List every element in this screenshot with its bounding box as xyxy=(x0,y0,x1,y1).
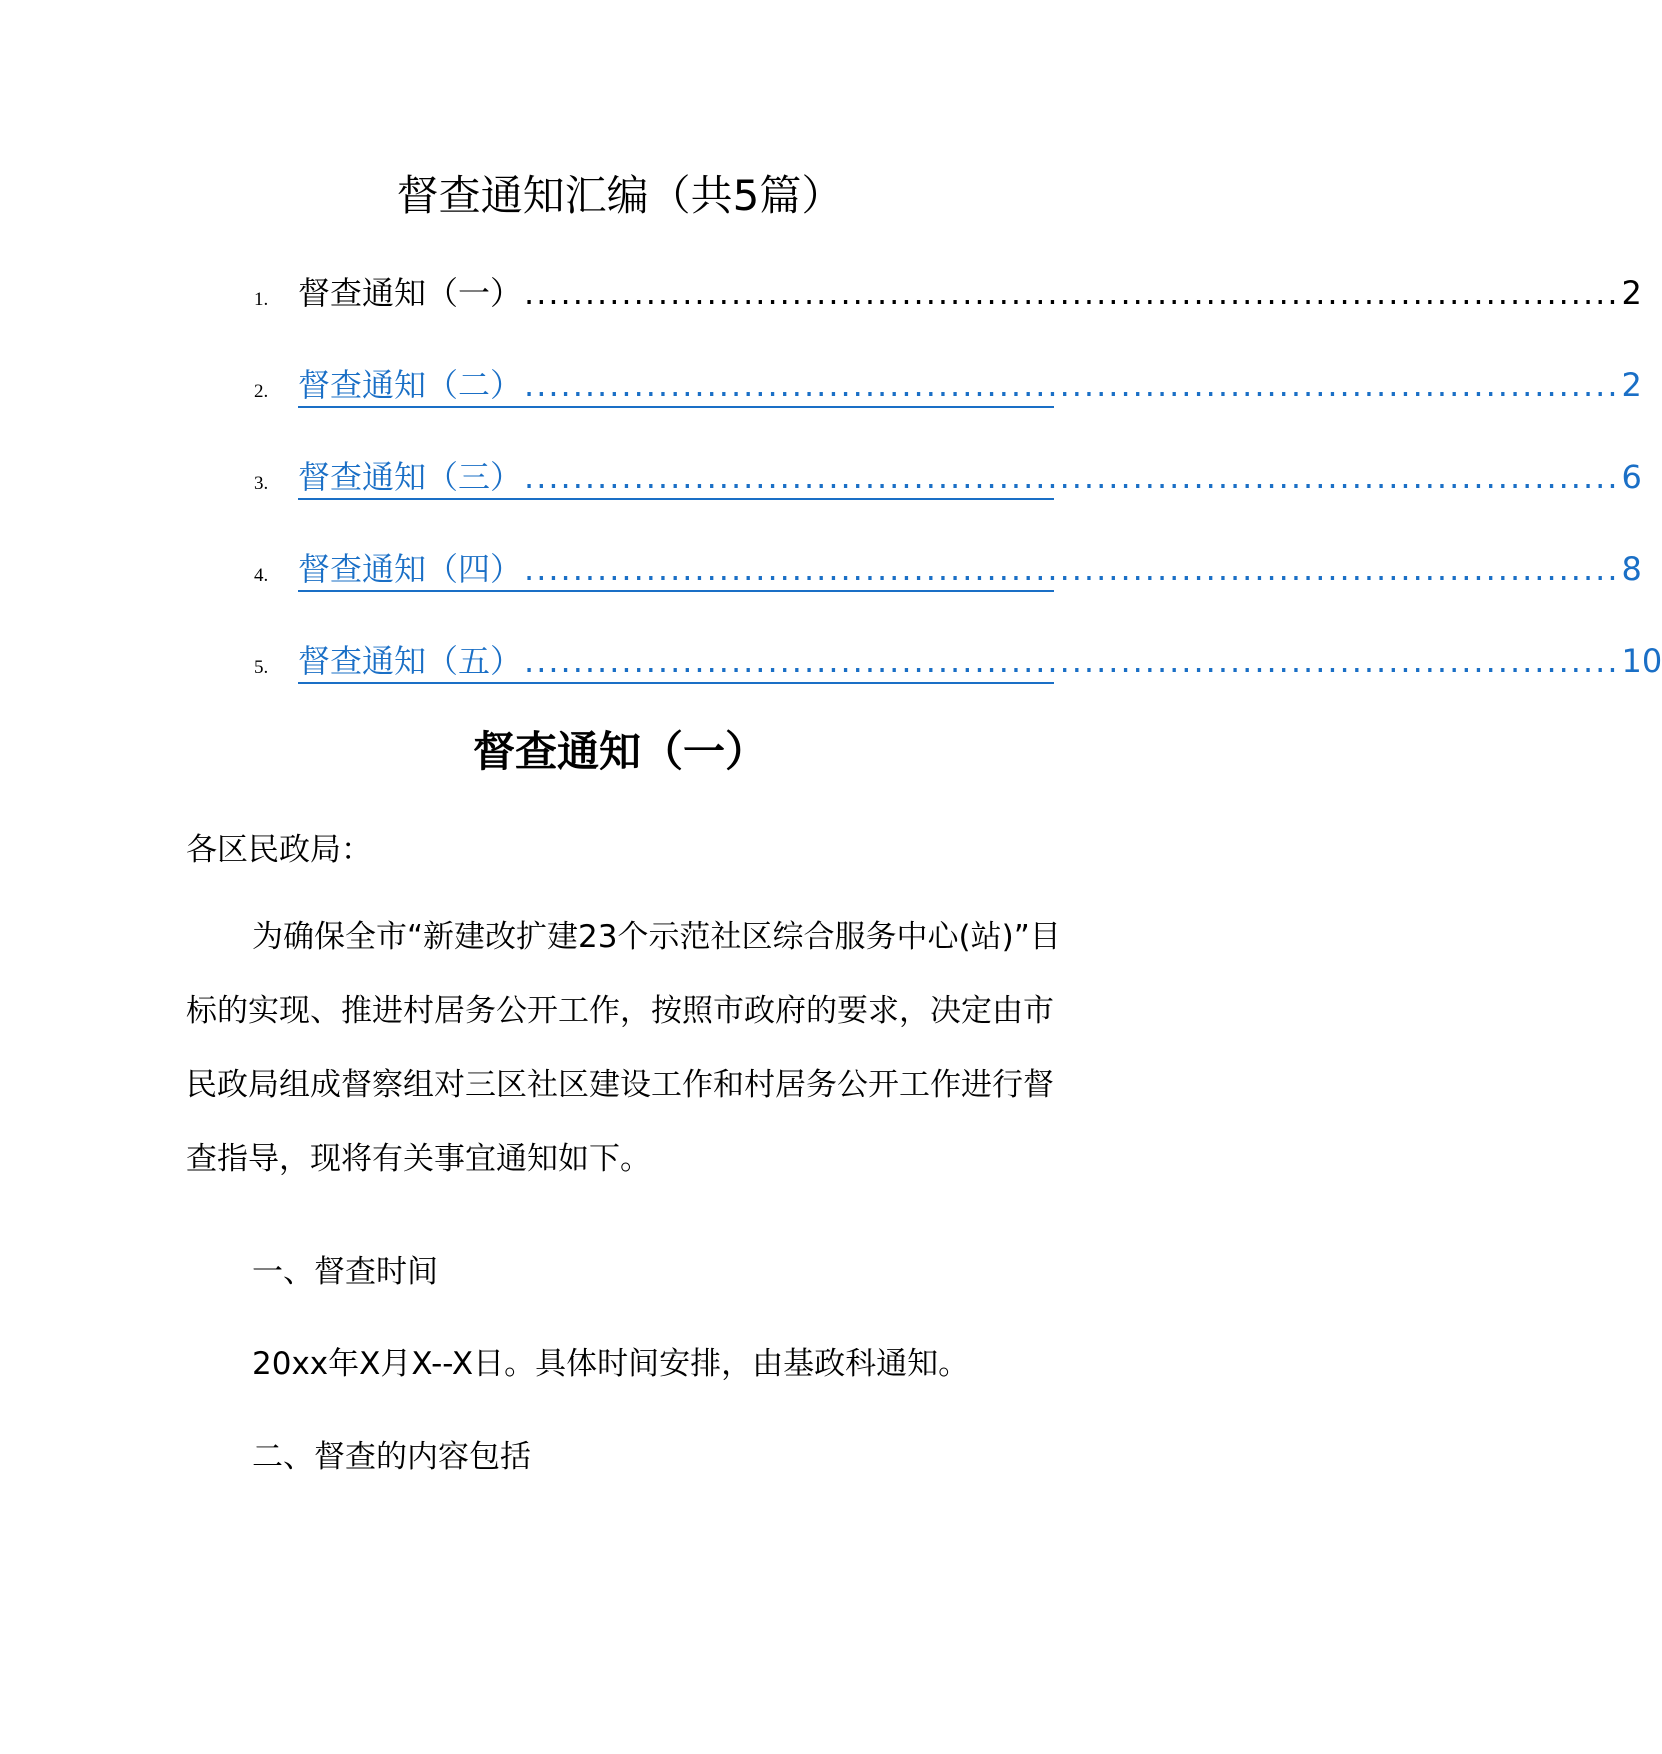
toc-leader-dots: .......................................................................................... xyxy=(524,274,1620,312)
toc-number: 4. xyxy=(254,565,269,586)
toc-page-number: 8 xyxy=(1621,550,1642,588)
toc-link-3[interactable] xyxy=(298,454,1642,500)
section-heading-time: 一、督查时间 xyxy=(252,1254,438,1290)
toc-page-number: 10 xyxy=(1621,642,1662,680)
toc-number: 3. xyxy=(254,473,269,494)
toc-item-4 xyxy=(254,538,1642,630)
section-heading-content: 二、督查的内容包括 xyxy=(252,1439,531,1475)
toc-leader-dots: .......................................................................................... xyxy=(524,642,1620,680)
toc-leader-dots: .......................................................................................... xyxy=(524,550,1620,588)
toc-item-2 xyxy=(254,354,1642,446)
toc-label: 督查通知（一） xyxy=(298,274,523,312)
toc-leader-dots: .......................................................................................... xyxy=(524,458,1620,496)
toc-label: 督查通知（五） xyxy=(298,642,523,680)
salutation: 各区民政局： xyxy=(186,832,372,868)
toc-page-number: 2 xyxy=(1621,274,1642,312)
document-title: 督查通知汇编（共5篇） xyxy=(396,171,844,220)
toc-page-number: 2 xyxy=(1621,366,1642,404)
table-of-contents xyxy=(254,262,1662,722)
toc-label: 督查通知（四） xyxy=(298,550,523,588)
toc-link-2[interactable] xyxy=(298,362,1642,408)
toc-number: 2. xyxy=(254,381,269,402)
toc-page-number: 6 xyxy=(1621,458,1642,496)
toc-link-4[interactable] xyxy=(298,546,1642,592)
toc-item-1 xyxy=(254,262,1642,354)
toc-label: 督查通知（二） xyxy=(298,366,523,404)
body-paragraph: 为确保全市“新建改扩建23个示范社区综合服务中心(站)”目标的实现、推进村居务公开工作，按照市政府的要求，决定由市民政局组成督察组对三区社区建设工作和村居务公开工作进行督查指导，现将有关事宜通知如下。 xyxy=(186,919,1061,1177)
toc-item-3 xyxy=(254,446,1642,538)
toc-link-5[interactable] xyxy=(298,638,1662,684)
toc-number: 5. xyxy=(254,657,269,678)
toc-number: 1. xyxy=(254,289,269,310)
notice-title: 督查通知（一） xyxy=(472,727,767,776)
toc-item-5 xyxy=(254,630,1662,722)
toc-entry-1[interactable] xyxy=(298,270,1642,316)
toc-label: 督查通知（三） xyxy=(298,458,523,496)
schedule-text: 20xx年X月X--X日。具体时间安排，由基政科通知。 xyxy=(252,1346,970,1382)
toc-leader-dots: .......................................................................................... xyxy=(524,366,1620,404)
